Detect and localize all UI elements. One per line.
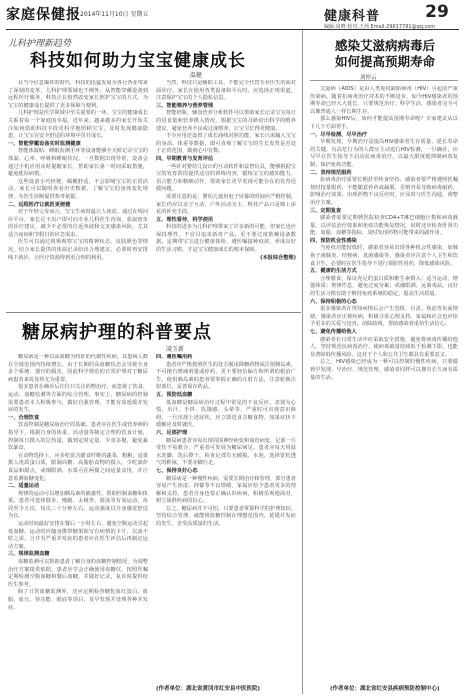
right-headline-line-1: 感染艾滋病病毒后: [334, 38, 435, 53]
section-subheading: 一、智能穿戴设备实时监测健康: [8, 140, 81, 147]
section-subheading: 七、保持良好心态: [156, 467, 198, 474]
article1-column-right: [156, 80, 296, 308]
article1-kicker: 儿科护理新趋势: [8, 39, 72, 49]
newspaper-title: 家庭保健报: [6, 7, 81, 23]
right-article-rule: [310, 80, 458, 81]
section-subheading: 二、适量运动: [8, 483, 40, 490]
body-paragraph: 医生可以通过视频观察宝宝的精神状态、皮肤颜色等情况，结合家长提供的体温记录给出合理建议，必要时再安排线下就诊，让医疗资源得到更合理的利用。: [8, 239, 148, 261]
body-paragraph: 规律的运动可以增加胰岛素的敏感性，帮助控制血糖和体重。患者可选择散步、慢跑、太极拳、游泳等有氧运动，每周至少五次，每次三十分钟左右，运动强度以自身感觉舒适为宜。: [8, 490, 148, 520]
section-subheading: 三、定期复查: [310, 207, 342, 214]
masthead: [6, 2, 459, 28]
section-subheading: 六、足部护理: [156, 429, 188, 436]
body-paragraph: 当然，科技只是辅助工具，不能完全代替专业医生的面对面诊疗。家长在使用各类设备和平台时，应选择正规渠道，注意保护宝宝的个人隐私信息。: [156, 80, 296, 102]
body-paragraph: 这些设备小巧轻便，佩戴舒适，不会影响宝宝的正常活动。家长可以随时查看历史数据，了解宝宝的身体变化规律，为医生诊断提供参考依据。: [8, 178, 148, 200]
body-paragraph: 艾滋病（AIDS）是由人类免疫缺陷病毒（HIV）引起的严重传染病。随着抗病毒治疗技术的不断进步，如今HIV感染者的预期寿命已经大大延长，只要规范治疗、科学生活，感染者完全可以像普通人一样长期生存。: [310, 86, 458, 115]
body-paragraph: 血糖监测可以帮助患者了解自身的血糖控制情况，为调整治疗方案提供依据。患者应学会正确使用血糖仪，按照医嘱定期检测空腹血糖和餐后血糖，并做好记录，复诊时提供给医生参考。: [8, 559, 148, 588]
article2-column-left: [8, 354, 148, 684]
body-paragraph: 一些针对婴幼儿设计的互动软件和益智玩具，能够根据宝宝的发育阶段提供适宜的训练内容，锻炼宝宝的感知能力、语言能力和精细动作，帮助家长更早发现可能存在的发育迟缓问题。: [156, 163, 296, 193]
section-subheading: 三、智能喂养与营养管理: [156, 102, 214, 109]
masthead-rule: [6, 29, 459, 30]
body-paragraph: 不少应用还设置了成长曲线对照功能，家长只需输入宝宝的身高、体重等数据，即可直观了解宝宝的生长发育是否处于正常范围，做到心中有数。: [156, 133, 296, 155]
body-paragraph: 科技的进步为儿科护理带来了许多新的可能，但家长也应保持理性，不盲目追求新奇产品，更不要过度依赖设备数据。定期带宝宝进行健康体检，遵医嘱接种疫苗，养成良好的生活习惯，才是宝宝健康成长的根本保障。: [156, 224, 296, 254]
body-paragraph: 那么感染HIV后，如何才能提高预期寿命呢？专家建议从以下几个方面着手。: [310, 116, 458, 130]
body-paragraph: 抗病毒治疗需要长期甚至终身坚持，感染者要严格遵照医嘱按时按量服药，不能随意停药或漏服，否则容易导致病毒耐药，影响治疗效果。出现药物不良反应时，应及时与医生沟通，调整治疗方案。: [310, 177, 458, 206]
body-paragraph: 感染者在日常生活中应采取安全措施，避免将病毒传播给他人。坚持规范抗病毒治疗、使病毒载量持续低于检测下限，也能显著降低传播风险，这对于个人和公共卫生都具有重要意义。: [310, 336, 458, 358]
section-subheading: 七、避免传播给他人: [310, 329, 357, 335]
article2-column-right: [156, 354, 296, 676]
body-paragraph: 早期发现、早期治疗是提高HIV感染者生存质量、延长寿命的关键。有高危行为的人群应主动进行HIV检测，一旦确诊，应尽早在医生指导下启动抗病毒治疗，以最大限度地抑制病毒复制，保护免疫功能。: [310, 139, 458, 168]
right-article-column: [310, 86, 458, 676]
body-paragraph: 当免疫功能较低时，感染者容易出现各种机会性感染，如肺孢子菌肺炎、结核病、真菌感染等。感染者应注意个人卫生和饮食卫生，必要时在医生指导下进行预防性用药，降低感染风险。: [310, 245, 458, 267]
article2-headline: 糖尿病护理的科普要点: [22, 322, 212, 343]
article1-author: 温健: [190, 72, 203, 79]
section-subheading: 一、合理饮食: [8, 414, 40, 421]
right-article-footer: (作者单位：湖北省红安县疾病预防控制中心): [330, 686, 440, 692]
article-divider: [6, 312, 301, 313]
body-paragraph: 除了日常血糖监测外，还应定期检查糖化血红蛋白、血脂、血压、肾功能、眼底等项目，及早发现并处理各种并发症。: [8, 589, 148, 611]
article-signature: (本报综合整理): [260, 254, 296, 261]
right-headline-line-2: 如何提高预期寿命: [334, 54, 435, 69]
page-number: 29: [425, 2, 449, 22]
body-paragraph: 饮食控制是糖尿病治疗的基础。患者应在医生或营养师的指导下，根据自身的体重、活动量等制定合理的饮食计划，控制每日摄入的总热量，做到定时定量、少食多餐，避免暴饮暴食。: [8, 422, 148, 452]
section-subheading: 一、尽早检测、尽早治疗: [310, 131, 368, 138]
body-paragraph: 智能体温贴、睡眠监测手环等设备能够全天候记录宝宝的体温、心率、呼吸和睡眠状况。一旦数据出现异常，设备会通过手机应用及时提醒家长，帮助家长第一时间采取措施，避免延误病情。: [8, 148, 148, 178]
section-subheading: 二、坚持规范服药: [310, 169, 352, 176]
body-paragraph: 在当今信息爆炸的时代，科技的迅猛发展为各行各业带来了深刻的变革，儿科护理领域也不例外。从智能穿戴设备到远程医疗服务，科技正在悄然改变家长照护宝宝的方式，为宝宝的健康成长提供了更多保障与便利。: [8, 80, 148, 109]
body-paragraph: 患者应严格按照医生的处方服用降糖药物或注射胰岛素，不可擅自增减剂量或停药，更不要轻信偏方和所谓的根治广告。使用胰岛素的患者要掌握正确的注射方法，注意轮换注射部位，妥善保存药品。: [156, 361, 296, 391]
right-article-headline: [310, 38, 460, 70]
article1-column-left: [8, 80, 148, 308]
section-subheading: 五、理性看待，科学使用: [156, 216, 214, 223]
section-subheading: 五、健康的生活方式: [310, 268, 357, 275]
body-paragraph: 感染者需要定期到医院检查CD4+T淋巴细胞计数和病毒载量，以评估治疗效果和免疫功能恢复情况。同时还应检查肝肾功能、血脂、血糖等指标，及时发现药物可能带来的副作用。: [310, 215, 458, 237]
body-paragraph: 需要注意的是，婴幼儿使用电子屏幕的时间应严格控制，家长仍应以亲子互动、户外活动为主，科技产品只是锦上添花的补充手段。: [156, 193, 296, 216]
body-paragraph: 糖尿病患者容易出现周围神经病变和血管病变，足部一旦受伤不易愈合，严重者可发展为糖尿病足。患者应每天用温水洗脚，洗后擦干，检查足部有无破损、水泡，选择宽松透气的鞋袜，不要赤脚行走。: [156, 437, 296, 467]
article2-footer: (作者单位：湖北省黄冈市红安县中医医院): [156, 686, 261, 692]
body-paragraph: 运动时间最好安排在餐后一小时左右，避免空腹运动引起低血糖。运动时应随身携带糖果和写有病情的卡片，以备不时之需。合并有严重并发症的患者应在医生评估后再制定运动方案。: [8, 521, 148, 550]
body-paragraph: 在食物选择上，应多吃富含膳食纤维的蔬菜、粗粮，适量摄入优质蛋白质，限制高糖、高脂肪食物的摄入，少吃油炸食品和甜点，戒烟限酒。水果可在两餐之间适量食用，并注意监测血糖变化。: [8, 452, 148, 482]
body-paragraph: 总之，HIV感染已经成为一种可以控制的慢性疾病。只要做到早发现、早治疗、规范管理，感染者同样可以拥有长久而有质量的生活。: [310, 359, 458, 381]
article2-author: 凌玉新: [166, 346, 185, 353]
section-subheading: 四、预防机会性感染: [310, 237, 357, 244]
section-subheading: 二、远程医疗让就医更便捷: [8, 201, 71, 208]
body-paragraph: 儿科护理是医学领域中至关重要的一环，宝宝的健康成长关系着每一个家庭的幸福。近年来，越来越多的家长开始关注如何借助科技手段更科学地照顾宝宝，及时发现健康隐患，让宝宝在安全舒适的环境中茁壮成长。: [8, 110, 148, 140]
body-paragraph: 合理膳食，保证充足的蛋白质和维生素摄入；适当运动，增强体质；规律作息，避免过度劳累；戒烟限酒，远离毒品。良好的生活习惯有助于维持免疫系统的稳定，提高生活质量。: [310, 275, 458, 298]
body-paragraph: 很多患者在确诊后往往只关注药物治疗，而忽视了饮食、运动、血糖监测等方面的综合管理。事实上，糖尿病的控制需要患者本人积极参与，做好自我管理，才能有效延缓并发症的发生。: [8, 384, 148, 414]
article1-headline: 科技如何助力宝宝健康成长: [30, 51, 246, 71]
section-subheading: 四、遵医嘱用药: [156, 354, 193, 360]
editor-line: 编辑:周晓 校对:王茜 Email:29617781@qq.com: [324, 24, 436, 30]
section-subheading: 四、早期教育与发育评估: [156, 155, 214, 162]
body-paragraph: 低血糖是糖尿病治疗过程中常见的不良反应，表现为心慌、出汗、手抖、饥饿感、头晕等，严重时可出现意识障碍。一旦出现上述症状，应立即进食含糖食物，如果症状不缓解应及时就医。: [156, 399, 296, 429]
body-paragraph: 对于年轻父母而言，宝宝生病时最让人焦虑。通过在线问诊平台，家长足不出户即可向专业儿科医生咨询，获取初步的诊疗建议，减少不必要的往返奔波和交叉感染风险，尤其适合夜间和节假日的应急需求。: [8, 209, 148, 238]
body-paragraph: 智能奶瓶、辅食营养分析软件可以帮助家长记录宝宝每日的进食量和营养摄入情况，根据宝宝的月龄给出科学的喂养建议，避免营养不良或过度喂养，让宝宝长得更健康。: [156, 110, 296, 132]
section-subheading: 五、预防低血糖: [156, 391, 193, 398]
body-paragraph: 糖尿病是一种以高血糖为特征的代谢性疾病，其患病人数在全球范围内持续增长。由于长期的高血糖状态会导致全身多个系统、器官的损害，因此科学规范的日常护理对于糖尿病患者来说显得尤为重要。: [8, 354, 148, 383]
section-subheading: 六、保持积极的心态: [310, 298, 357, 305]
body-paragraph: 很多感染者在得知病情后会产生恐惧、自责、焦虑等负面情绪。感染者应正视疾病，积极寻求心理支持，家属和社会也应给予更多的关爱与包容，消除歧视，帮助感染者重拾生活信心。: [310, 306, 458, 328]
body-paragraph: 总之，糖尿病并不可怕，只要患者掌握科学的护理知识，坚持综合管理，就能将血糖控制在理想范围内，延缓并发症的发生，享受高质量的生活。: [156, 505, 296, 528]
issue-date: 2014年11月10日 星期五: [80, 11, 149, 18]
section-title: 健康科普: [324, 9, 381, 24]
section-subheading: 三、规律监测血糖: [8, 551, 50, 558]
body-paragraph: 糖尿病是一种慢性疾病，需要长期治疗和管理，部分患者容易产生焦虑、抑郁等不良情绪。家属应给予患者更多的理解和支持，患者自身也要正确认识疾病，积极乐观地面对，树立战胜疾病的信心。: [156, 475, 296, 505]
right-article-author: 刘仲云: [360, 75, 377, 81]
column-separator: [302, 30, 303, 694]
